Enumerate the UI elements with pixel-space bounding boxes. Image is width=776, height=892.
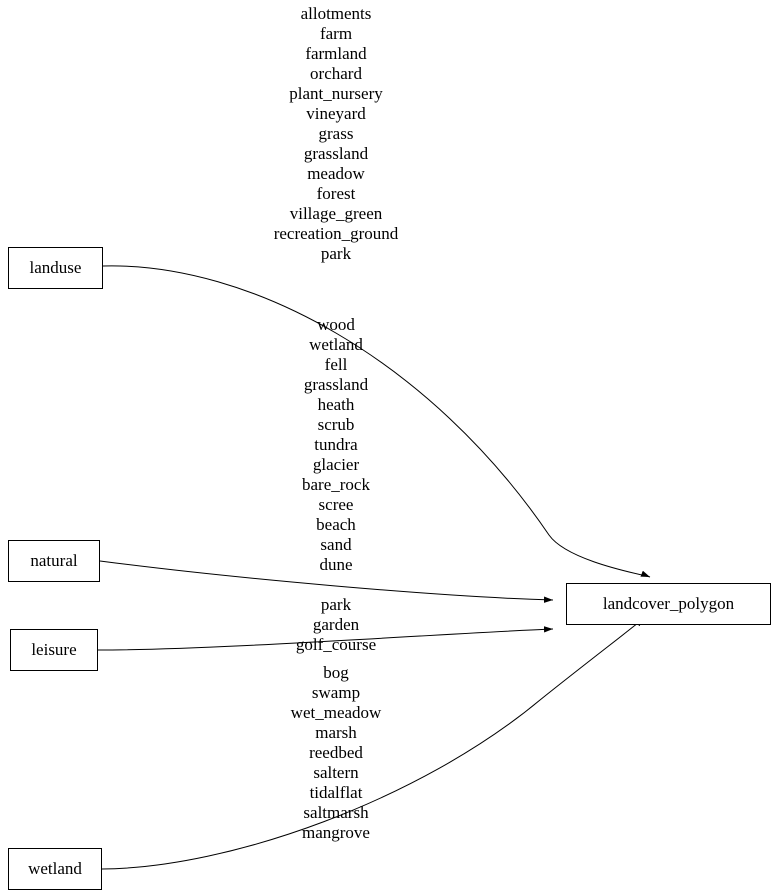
value-item: grass (318, 124, 354, 143)
value-item: forest (316, 184, 356, 203)
value-item: scrub (317, 415, 355, 434)
value-item: dune (319, 555, 353, 574)
value-item: plant_nursery (289, 84, 383, 103)
value-item: saltern (313, 763, 359, 782)
value-item: swamp (311, 683, 361, 702)
value-item: park (320, 595, 352, 614)
wetland-values (246, 663, 426, 843)
value-item: fell (324, 355, 348, 374)
value-item: park (320, 244, 352, 263)
node-wetland[interactable]: wetland (8, 848, 102, 890)
value-item: tundra (314, 435, 358, 454)
value-item: sand (320, 535, 352, 554)
value-item: farmland (305, 44, 367, 63)
value-item: bare_rock (302, 475, 370, 494)
node-natural[interactable]: natural (8, 540, 100, 582)
value-item: recreation_ground (273, 224, 399, 243)
landuse-values (246, 4, 426, 264)
value-item: saltmarsh (303, 803, 369, 822)
value-item: wet_meadow (290, 703, 382, 722)
value-item: glacier (312, 455, 360, 474)
value-item: grassland (303, 144, 369, 163)
value-item: garden (312, 615, 360, 634)
value-item: mangrove (302, 823, 370, 842)
node-landcover-polygon[interactable]: landcover_polygon (566, 583, 771, 625)
leisure-values (246, 595, 426, 655)
node-landuse[interactable]: landuse (8, 247, 103, 289)
value-item: wetland (309, 335, 363, 354)
node-leisure[interactable]: leisure (10, 629, 98, 671)
value-item: heath (317, 395, 355, 414)
value-item: golf_course (295, 635, 377, 654)
value-item: allotments (300, 4, 372, 23)
value-item: reedbed (309, 743, 363, 762)
value-item: vineyard (306, 104, 366, 123)
value-item: village_green (289, 204, 383, 223)
value-item: marsh (315, 723, 357, 742)
value-item: scree (318, 495, 354, 514)
value-item: grassland (303, 375, 369, 394)
value-item: farm (319, 24, 353, 43)
value-item: meadow (307, 164, 365, 183)
value-item: tidalflat (309, 783, 363, 802)
value-item: orchard (310, 64, 362, 83)
value-item: wood (317, 315, 355, 334)
value-item: bog (323, 663, 349, 682)
value-item: beach (316, 515, 356, 534)
natural-values (246, 315, 426, 575)
